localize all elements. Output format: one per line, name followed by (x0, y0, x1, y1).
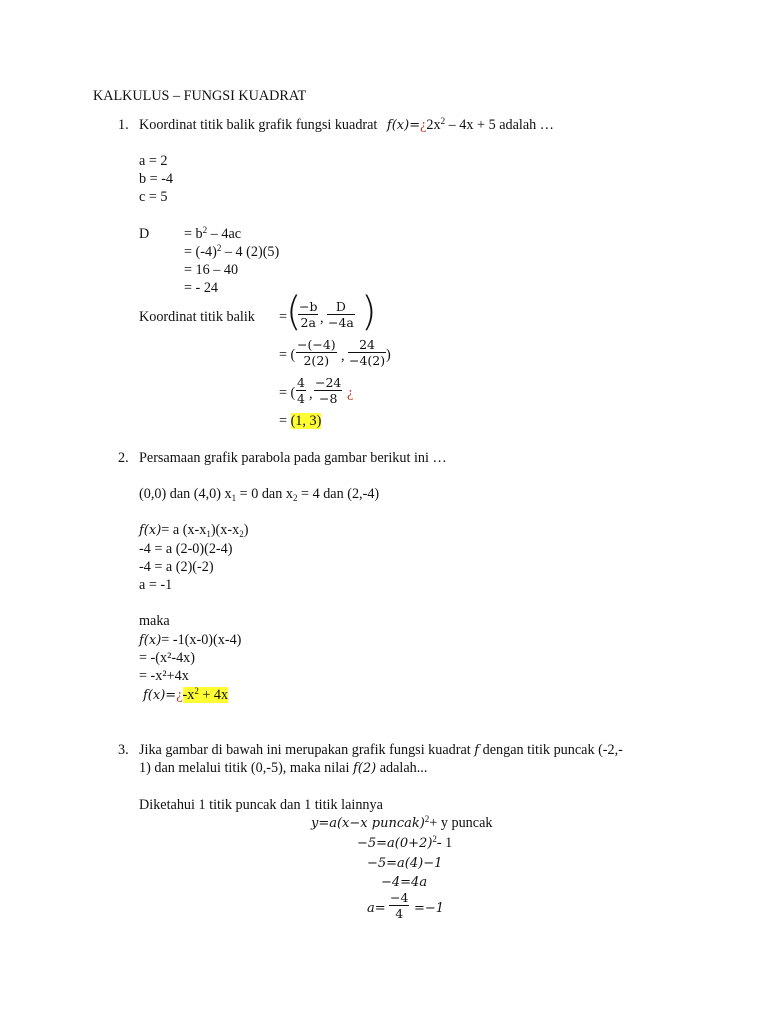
q3-eq3: −5=a(4)−1 (367, 856, 443, 871)
q2-pts-s1: 1 (231, 493, 237, 503)
q2-m3: = -x²+4x (139, 668, 189, 684)
q3-line1-b: dengan titik puncak (-2,- (482, 742, 623, 758)
q1-d1-sup: 2 (202, 225, 208, 235)
q1-answer-line (279, 413, 321, 430)
q1-comma2: , (341, 348, 345, 364)
q1-f4-num: 24 (359, 337, 376, 352)
q2-line3: -4 = a (2)(-2) (139, 559, 214, 575)
q2-ans-a: -x (182, 687, 195, 703)
q2-l1-s1: 1 (206, 529, 211, 539)
q1-s2-close: ) (386, 347, 391, 363)
q1-d-line3: = 16 – 40 (184, 262, 239, 278)
q1-frac-d4a (327, 299, 355, 330)
q2-pts-b: = 0 dan x (236, 486, 293, 502)
q1-d2-a: = (-4) (184, 244, 217, 260)
q1-d-line2 (184, 244, 279, 261)
q1-question (139, 117, 554, 134)
q3-e1-m: y=a(x−x puncak) (311, 816, 425, 831)
q1-d-line1 (184, 226, 241, 243)
q1-f2-den: −4a (328, 315, 354, 330)
q1-s2-open: = ( (279, 347, 296, 363)
q2-ans-sup: 2 (194, 686, 199, 696)
q1-left-paren: ( (286, 289, 302, 335)
q3-f: f (474, 743, 480, 758)
q3-eq1 (311, 815, 492, 832)
q3-line2-b: adalah... (379, 760, 428, 776)
q3-line1-a: Jika gambar di bawah ini merupakan grafik fungsi kuadrat (139, 742, 471, 758)
q3-line1 (139, 742, 623, 759)
q1-d2-sup: 2 (216, 243, 222, 253)
q3-e2-sup: 2 (432, 834, 437, 844)
q1-f1-den: 2a (298, 314, 318, 330)
q1-frac-3 (296, 337, 337, 368)
q3-known: Diketahui 1 titik puncak dan 1 titik lainnya (139, 797, 383, 813)
q2-question: Persamaan grafik parabola pada gambar berikut ini … (139, 450, 447, 466)
q1-s3-inv: ¿ (347, 385, 354, 401)
q3-eq5-left: a= (367, 901, 386, 916)
q1-comma3: , (309, 386, 313, 402)
q2-l1-fx: f(x) (139, 523, 162, 538)
q1-kt-label: Koordinat titik balik (139, 309, 255, 325)
q1-expr-a: 2x (426, 117, 441, 133)
q1-d2-b: – 4 (2)(5) (224, 244, 280, 260)
q1-s3-open: = ( (279, 385, 296, 401)
q1-f5-num: 4 (297, 375, 305, 390)
q3-eq4: −4=4a (381, 875, 428, 890)
q2-answer (183, 687, 229, 703)
q1-f5-den: 4 (297, 391, 305, 406)
q2-line4: a = -1 (139, 577, 173, 593)
q1-frac-4 (348, 337, 386, 368)
q3-e2-rest: - 1 (436, 835, 453, 851)
q1-answer: (1, 3) (290, 413, 322, 429)
q3-e5-den: 4 (389, 905, 409, 921)
q1-fx: f(x)= (386, 118, 421, 133)
q1-frac-6 (314, 375, 342, 406)
q2-m4-fx: f(x)= (143, 688, 177, 703)
q1-d1-a: = b (184, 226, 203, 242)
q2-pts-s2: 2 (292, 493, 298, 503)
q1-answer-eq: = (279, 413, 288, 429)
q2-m1-fx: f(x) (139, 633, 162, 648)
q3-number: 3. (118, 742, 129, 758)
q1-sup: 2 (440, 116, 446, 126)
q1-f4-den: −4(2) (349, 353, 386, 368)
q2-l1-a: = a (x-x (161, 522, 207, 538)
q3-eq5-frac (389, 890, 409, 921)
q1-frac-5 (296, 375, 306, 406)
q1-d-label: D (139, 226, 150, 242)
q2-m1-rest: = -1(x-0)(x-4) (161, 632, 242, 648)
q2-l1-c: ) (243, 522, 249, 538)
q1-f6-den: −8 (314, 390, 342, 406)
q1-d-line4: = - 24 (184, 280, 219, 296)
q2-number: 2. (118, 450, 129, 466)
q1-comma1: , (320, 310, 324, 326)
q3-e1-sup: 2 (424, 814, 430, 824)
q1-right-paren: ) (361, 289, 377, 335)
q2-pts-c: = 4 dan (2,-4) (297, 486, 380, 502)
q2-m2: = -(x²-4x) (139, 650, 195, 666)
q2-m1 (139, 632, 241, 649)
q1-frac-b2a (298, 299, 318, 330)
q3-e5-num: −4 (390, 890, 409, 905)
q3-eq5-right: =−1 (414, 901, 445, 916)
q1-inv-symbol: ¿ (420, 117, 427, 133)
q1-f1-num: −b (299, 299, 318, 314)
q3-e2-m: −5=a(0+2) (357, 836, 433, 851)
q1-lead: Koordinat titik balik grafik fungsi kuadrat (139, 117, 378, 133)
q2-l1-s2: 2 (239, 529, 244, 539)
q1-f6-num: −24 (315, 375, 342, 390)
q2-l1-b: )(x-x (210, 522, 240, 538)
q2-maka: maka (139, 613, 170, 629)
q1-a: a = 2 (139, 153, 168, 169)
q1-f3-den: 2(2) (296, 352, 337, 368)
q3-f2: f(2) (352, 761, 377, 776)
q2-line2: -4 = a (2-0)(2-4) (139, 541, 233, 557)
q1-number: 1. (118, 117, 129, 133)
q1-b: b = -4 (139, 171, 174, 187)
q1-kt-eq: = (279, 309, 288, 325)
q2-points (139, 486, 379, 503)
q2-m4-inv: ¿ (176, 687, 183, 703)
q3-line2 (139, 760, 427, 777)
q1-expr-b: – 4x + 5 adalah … (448, 117, 554, 133)
q3-line2-a: 1) dan melalui titik (0,-5), maka nilai (139, 760, 350, 776)
q2-line1 (139, 522, 248, 539)
q2-pts-a: (0,0) dan (4,0) x (139, 486, 232, 502)
q1-c: c = 5 (139, 189, 168, 205)
q3-eq2 (357, 835, 452, 852)
q1-f2-num: D (335, 299, 346, 314)
q2-ans-b: + 4x (198, 687, 229, 703)
q1-d1-b: – 4ac (210, 226, 242, 242)
q1-f3-num: −(−4) (297, 337, 336, 352)
q3-e1-rest: + y puncak (429, 815, 493, 831)
page-title: KALKULUS – FUNGSI KUADRAT (93, 88, 307, 104)
q2-m4 (143, 687, 228, 704)
